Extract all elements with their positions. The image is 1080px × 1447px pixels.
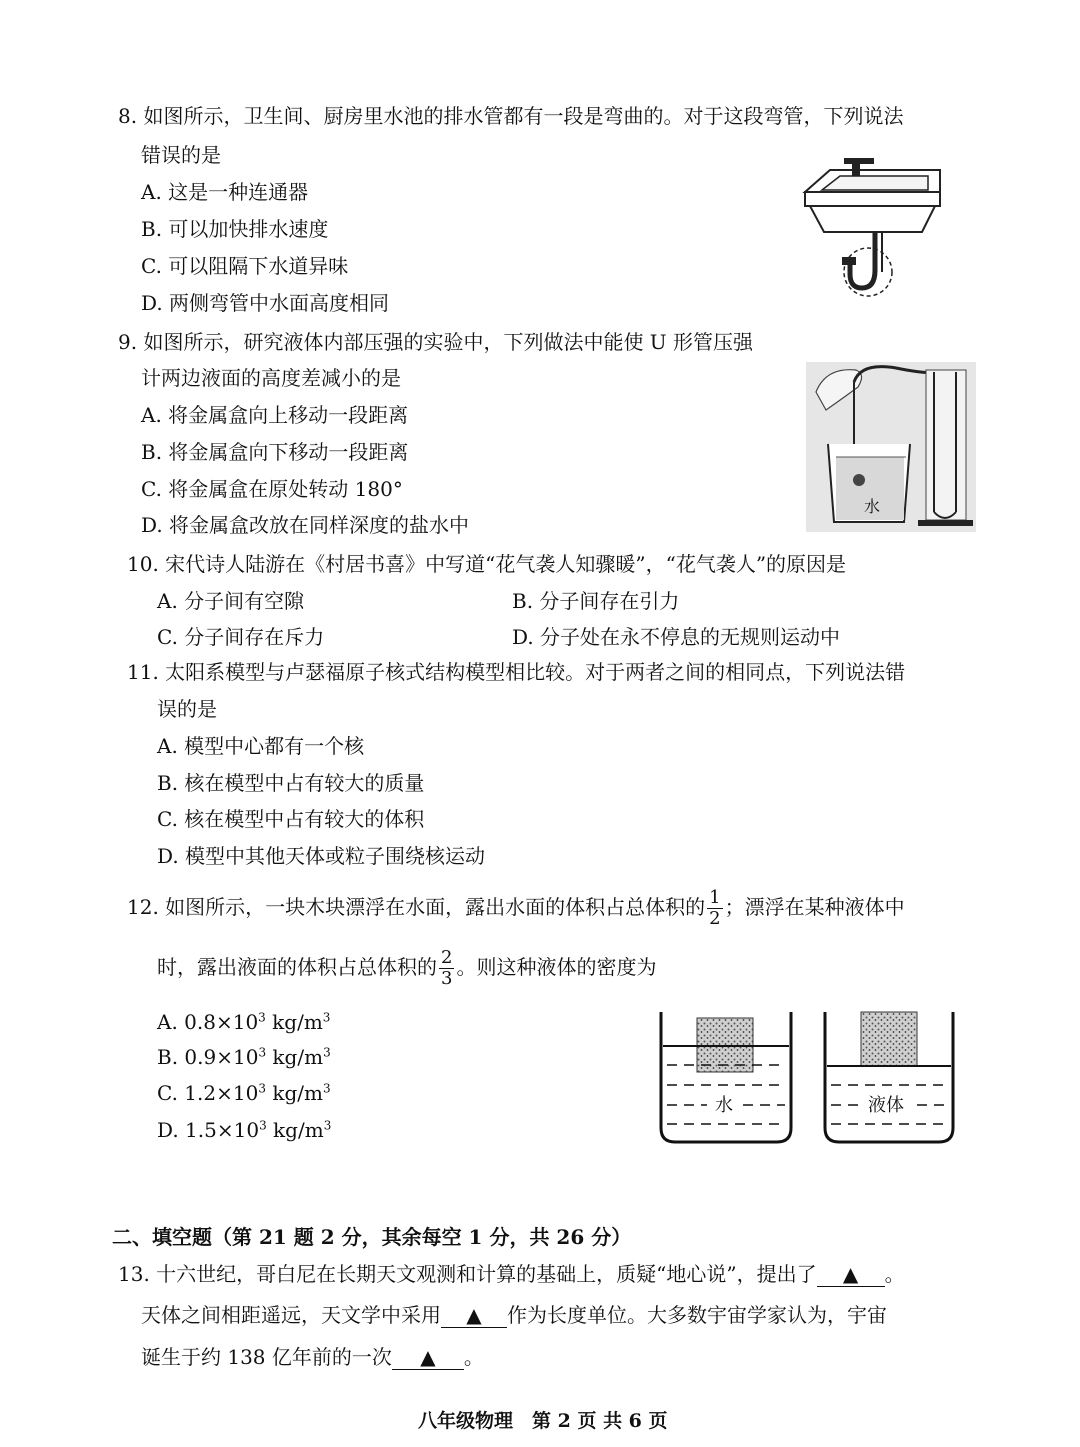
q12-stem-line2 <box>157 948 656 989</box>
q13-line2 <box>141 1303 887 1328</box>
q12-d-unit: kg/m <box>266 1118 324 1142</box>
q10-stem: 10. 宋代诗人陆游在《村居书喜》中写道“花气袭人知骤暖”，“花气袭人”的原因是 <box>127 552 847 576</box>
q12-d-exp: 3 <box>259 1118 267 1133</box>
q8-option-c: C. 可以阻隔下水道异味 <box>141 254 349 278</box>
q12-line1-post: ；漂浮在某种液体中 <box>724 895 905 919</box>
fraction-one-half <box>707 888 722 929</box>
q13-blank-1[interactable]: ▲ <box>817 1262 885 1287</box>
q10-option-c: C. 分子间存在斥力 <box>157 625 325 649</box>
q11-stem-line1: 11. 太阳系模型与卢瑟福原子核式结构模型相比较。对于两者之间的相同点，下列说法错 <box>127 660 906 684</box>
section2-heading: 二、填空题（第 21 题 2 分，其余每空 1 分，共 26 分） <box>112 1225 632 1249</box>
q11-option-b: B. 核在模型中占有较大的质量 <box>157 771 425 795</box>
q12-line2-post: 。则这种液体的密度为 <box>456 955 657 979</box>
q12-line2-pre: 时，露出液面的体积占总体积的 <box>157 955 437 979</box>
q12-b-unit: kg/m <box>266 1045 324 1069</box>
beaker2-label: 液体 <box>868 1095 904 1116</box>
q8-option-a: A. 这是一种连通器 <box>141 180 309 204</box>
q9-option-c: C. 将金属盒在原处转动 180° <box>141 477 403 501</box>
q12-c-unit: kg/m <box>265 1081 323 1105</box>
q13-blank-2[interactable]: ▲ <box>441 1303 507 1328</box>
q12-line1-pre: 12. 如图所示，一块木块漂浮在水面，露出水面的体积占总体积的 <box>127 895 706 919</box>
q8-stem-line1: 8. 如图所示，卫生间、厨房里水池的排水管都有一段是弯曲的。对于这段弯管，下列说法 <box>118 104 904 128</box>
q8-option-d: D. 两侧弯管中水面高度相同 <box>141 291 390 315</box>
q12-option-b <box>157 1045 331 1069</box>
q8-option-b: B. 可以加快排水速度 <box>141 217 329 241</box>
q12-a-uexp: 3 <box>322 1010 331 1025</box>
q10-option-a: A. 分子间有空隙 <box>157 589 305 613</box>
q12-d-uexp: 3 <box>323 1118 332 1133</box>
q13-line1 <box>118 1262 905 1287</box>
q12-option-d <box>157 1118 331 1142</box>
page-footer: 八年级物理 第 2 页 共 6 页 <box>418 1410 668 1432</box>
q12-a-unit: kg/m <box>265 1010 323 1034</box>
q9-stem-line1: 9. 如图所示，研究液体内部压强的实验中，下列做法中能使 U 形管压强 <box>118 330 754 354</box>
fraction-two-thirds <box>439 948 454 989</box>
floating-blocks-figure <box>655 1010 960 1150</box>
q12-b-uexp: 3 <box>323 1045 331 1060</box>
q13-line3-post: 。 <box>463 1345 484 1369</box>
q12-option-c <box>157 1081 331 1105</box>
q11-option-c: C. 核在模型中占有较大的体积 <box>157 807 425 831</box>
q9-figure-label: 水 <box>864 497 881 516</box>
q12-b-exp: 3 <box>258 1045 267 1060</box>
q12-d-value: D. 1.5×10 <box>157 1118 260 1142</box>
q12-a-value: A. 0.8×10 <box>157 1010 259 1034</box>
q13-blank-3[interactable]: ▲ <box>392 1345 464 1370</box>
q12-stem-line1 <box>127 888 905 929</box>
frac1-numerator: 1 <box>709 887 721 908</box>
q11-option-d: D. 模型中其他天体或粒子围绕核运动 <box>157 844 486 868</box>
beaker1-label: 水 <box>715 1095 733 1116</box>
q11-option-a: A. 模型中心都有一个核 <box>157 734 365 758</box>
q9-option-d: D. 将金属盒改放在同样深度的盐水中 <box>141 513 470 537</box>
q12-c-exp: 3 <box>258 1081 266 1096</box>
q11-stem-line2: 误的是 <box>157 697 217 721</box>
q12-c-value: C. 1.2×10 <box>157 1081 259 1105</box>
q13-line1-pre: 13. 十六世纪，哥白尼在长期天文观测和计算的基础上，质疑“地心说”，提出了 <box>118 1262 817 1286</box>
q10-option-b: B. 分子间存在引力 <box>512 589 680 613</box>
sink-drain-figure <box>800 152 945 302</box>
q8-stem-line2: 错误的是 <box>141 143 221 167</box>
q13-line1-post: 。 <box>884 1262 905 1286</box>
q12-a-exp: 3 <box>258 1010 266 1025</box>
q9-option-a: A. 将金属盒向上移动一段距离 <box>141 403 409 427</box>
q12-option-a <box>157 1010 330 1034</box>
q13-line2-pre: 天体之间相距遥远，天文学中采用 <box>141 1303 441 1327</box>
q10-option-d: D. 分子处在永不停息的无规则运动中 <box>512 625 841 649</box>
q12-c-uexp: 3 <box>322 1081 331 1096</box>
frac1-denominator: 2 <box>709 908 721 929</box>
frac2-denominator: 3 <box>441 968 453 989</box>
frac2-numerator: 2 <box>441 947 453 968</box>
q9-stem-line2: 计两边液面的高度差减小的是 <box>141 366 401 390</box>
q13-line2-post: 作为长度单位。大多数宇宙学家认为，宇宙 <box>507 1303 887 1327</box>
pressure-gauge-figure <box>806 362 976 532</box>
q13-line3 <box>141 1345 484 1370</box>
q13-line3-pre: 诞生于约 138 亿年前的一次 <box>141 1345 392 1369</box>
q12-b-value: B. 0.9×10 <box>157 1045 259 1069</box>
q9-option-b: B. 将金属盒向下移动一段距离 <box>141 440 409 464</box>
